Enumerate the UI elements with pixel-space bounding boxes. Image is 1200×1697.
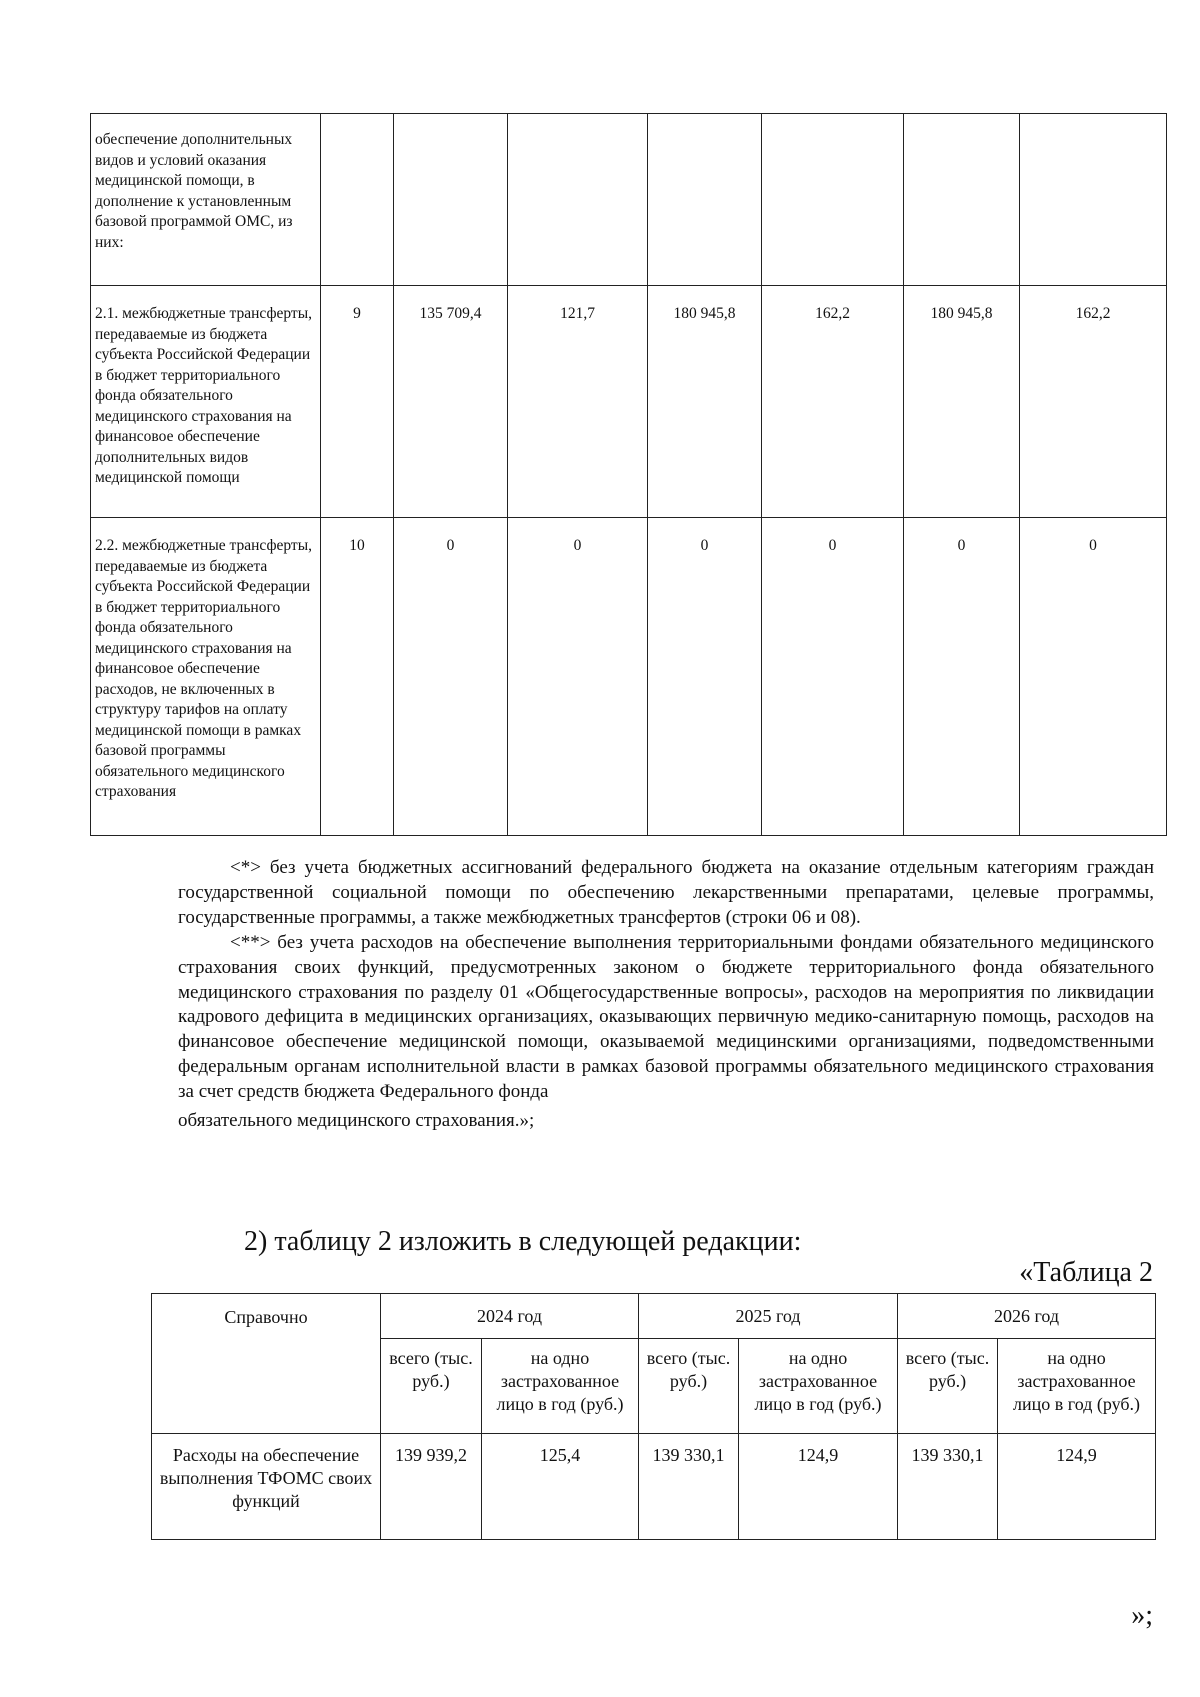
value-cell: 121,7 <box>508 286 648 518</box>
value-cell: 162,2 <box>762 286 904 518</box>
row-label: 2.2. межбюджетные трансферты, передаваемые из бюджета субъекта Российской Федерации в бюджет территориального фонда обязательного медицинского страхования на финансовое обеспечение расходов, не включенных в структуру тарифов на оплату медицинской помощи в рамках базовой программы обязательного медицинского страхования <box>91 518 321 836</box>
value-cell: 180 945,8 <box>648 286 762 518</box>
value-cell: 162,2 <box>1020 286 1167 518</box>
value-cell: 0 <box>1020 518 1167 836</box>
value-cell <box>394 114 508 286</box>
value-cell: 139 330,1 <box>898 1434 998 1540</box>
value-cell <box>1020 114 1167 286</box>
row-label: обеспечение дополнительных видов и условий оказания медицинской помощи, в дополнение к установленным базовой программой ОМС, из них: <box>91 114 321 286</box>
subheader-total: всего (тыс. руб.) <box>381 1339 482 1434</box>
header-year: 2024 год <box>381 1294 639 1339</box>
line-number: 9 <box>321 286 394 518</box>
table-row <box>152 1434 1156 1540</box>
budget-table <box>90 113 1167 836</box>
header-year: 2025 год <box>639 1294 898 1339</box>
value-cell: 139 330,1 <box>639 1434 739 1540</box>
subheader-per-person: на одно застрахованное лицо в год (руб.) <box>739 1339 898 1434</box>
value-cell <box>648 114 762 286</box>
value-cell: 180 945,8 <box>904 286 1020 518</box>
subheader-per-person: на одно застрахованное лицо в год (руб.) <box>998 1339 1156 1434</box>
closing-quote: »; <box>1131 1600 1153 1631</box>
value-cell: 139 939,2 <box>381 1434 482 1540</box>
table-row <box>91 114 1167 286</box>
value-cell: 124,9 <box>998 1434 1156 1540</box>
subheader-per-person: на одно застрахованное лицо в год (руб.) <box>482 1339 639 1434</box>
footnotes <box>178 856 1154 1134</box>
footnote-2-end: обязательного медицинского страхования.»; <box>178 1110 535 1132</box>
value-cell: 135 709,4 <box>394 286 508 518</box>
row-label: 2.1. межбюджетные трансферты, передаваемые из бюджета субъекта Российской Федерации в бюджет территориального фонда обязательного медицинского страхования на финансовое обеспечение дополнительных видов медицинской помощи <box>91 286 321 518</box>
value-cell <box>904 114 1020 286</box>
line-number <box>321 114 394 286</box>
value-cell: 0 <box>508 518 648 836</box>
header-reference-label: Справочно <box>224 1307 308 1327</box>
instruction-text: 2) таблицу 2 изложить в следующей редакции: <box>244 1226 802 1257</box>
table-row <box>91 286 1167 518</box>
value-cell: 0 <box>904 518 1020 836</box>
table-row <box>91 518 1167 836</box>
header-year: 2026 год <box>898 1294 1156 1339</box>
value-cell: 0 <box>762 518 904 836</box>
value-cell: 125,4 <box>482 1434 639 1540</box>
value-cell <box>508 114 648 286</box>
value-cell <box>762 114 904 286</box>
footnote-1: <*> без учета бюджетных ассигнований федерального бюджета на оказание отдельным категориям граждан государственной социальной помощи по обеспечению лекарственными препаратами, целевые программы, государственные программы, а также межбюджетных трансфертов (строки 06 и 08). <box>178 857 1154 928</box>
subheader-total: всего (тыс. руб.) <box>898 1339 998 1434</box>
subheader-total: всего (тыс. руб.) <box>639 1339 739 1434</box>
row-label: Расходы на обеспечение выполнения ТФОМС своих функций <box>152 1434 381 1540</box>
value-cell: 0 <box>394 518 508 836</box>
table-header-row <box>152 1294 1156 1339</box>
line-number: 10 <box>321 518 394 836</box>
footnote-2: <**> без учета расходов на обеспечение выполнения территориальными фондами обязательного медицинского страхования своих функций, предусмотренных законом о бюджете территориального фонда обязательного медицинского страхования по разделу 01 «Общегосударственные вопросы», расходов на мероприятия по ликвидации кадрового дефицита в медицинских организациях, оказывающих первичную медико-санитарную помощь, расходов на финансовое обеспечение медицинской помощи, оказываемой медицинскими организациями, подведомственными федеральным органам исполнительной власти в рамках базовой программы обязательного медицинского страхования за счет средств бюджета Федерального фонда <box>178 931 1154 1103</box>
header-reference <box>152 1294 381 1434</box>
value-cell: 124,9 <box>739 1434 898 1540</box>
value-cell: 0 <box>648 518 762 836</box>
reference-table <box>151 1293 1156 1540</box>
table-caption: «Таблица 2 <box>1019 1257 1153 1288</box>
